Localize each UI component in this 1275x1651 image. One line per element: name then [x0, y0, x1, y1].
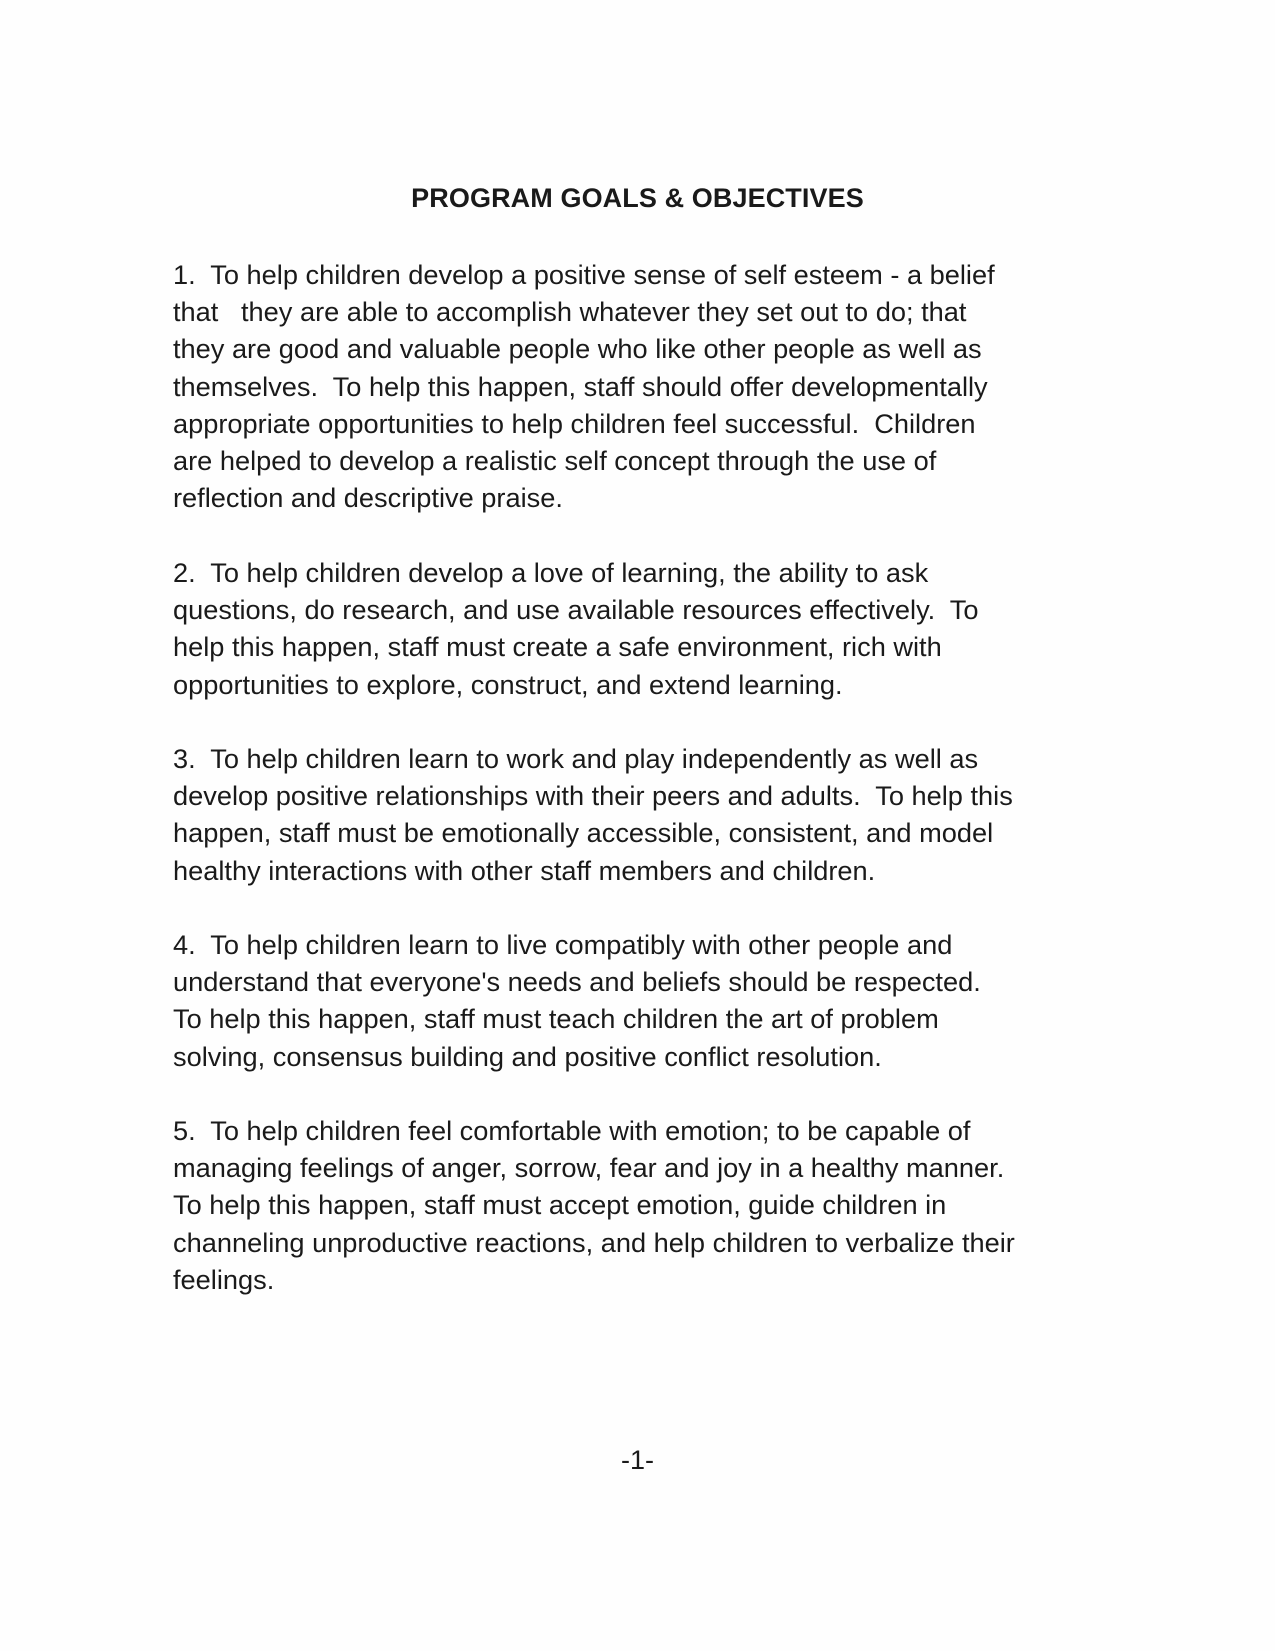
goal-3-line: 3. To help children learn to work and play independently as well as	[173, 743, 979, 774]
goal-4-line: 4. To help children learn to live compatibly with other people and	[173, 929, 953, 960]
goal-2-line: opportunities to explore, construct, and extend learning.	[173, 668, 843, 700]
page-title: PROGRAM GOALS & OBJECTIVES	[411, 183, 864, 213]
goal-5-line: channeling unproductive reactions, and help children to verbalize their	[173, 1226, 1015, 1258]
goal-2-line: help this happen, staff must create a safe environment, rich with	[173, 631, 942, 663]
goal-1-line: appropriate opportunities to help children feel successful. Children	[173, 407, 976, 439]
goal-4-line: To help this happen, staff must teach children the art of problem	[173, 1003, 939, 1035]
goal-1-line: 1. To help children develop a positive sense of self esteem - a belief	[173, 259, 995, 290]
goal-4-paragraph	[173, 926, 1098, 1075]
goal-1-line: reflection and descriptive praise.	[173, 482, 563, 514]
goal-5-line: 5. To help children feel comfortable with emotion; to be capable of	[173, 1115, 971, 1146]
goal-1-line: that they are able to accomplish whatever they set out to do; that	[173, 296, 967, 328]
goal-5-line: To help this happen, staff must accept emotion, guide children in	[173, 1189, 947, 1221]
goal-4-line: understand that everyone's needs and beliefs should be respected.	[173, 966, 981, 998]
goal-3-paragraph	[173, 740, 1098, 889]
goal-4-line: solving, consensus building and positive conflict resolution.	[173, 1040, 882, 1072]
page-number: -1-	[621, 1445, 654, 1475]
goal-3-line: healthy interactions with other staff members and children.	[173, 854, 876, 886]
goal-5-line: managing feelings of anger, sorrow, fear and joy in a healthy manner.	[173, 1152, 1005, 1184]
goal-2-line: 2. To help children develop a love of learning, the ability to ask	[173, 557, 929, 588]
goal-3-line: develop positive relationships with their peers and adults. To help this	[173, 780, 1013, 812]
goal-5-paragraph	[173, 1112, 1098, 1298]
goal-3-line: happen, staff must be emotionally accessible, consistent, and model	[173, 817, 994, 849]
goal-2-line: questions, do research, and use available resources effectively. To	[173, 594, 979, 626]
goal-1-line: they are good and valuable people who like other people as well as	[173, 333, 982, 365]
goal-5-line: feelings.	[173, 1263, 275, 1295]
goal-2-paragraph	[173, 554, 1098, 703]
goal-1-line: themselves. To help this happen, staff should offer developmentally	[173, 370, 988, 402]
goal-1-paragraph	[173, 256, 1098, 516]
goal-1-line: are helped to develop a realistic self concept through the use of	[173, 445, 937, 477]
